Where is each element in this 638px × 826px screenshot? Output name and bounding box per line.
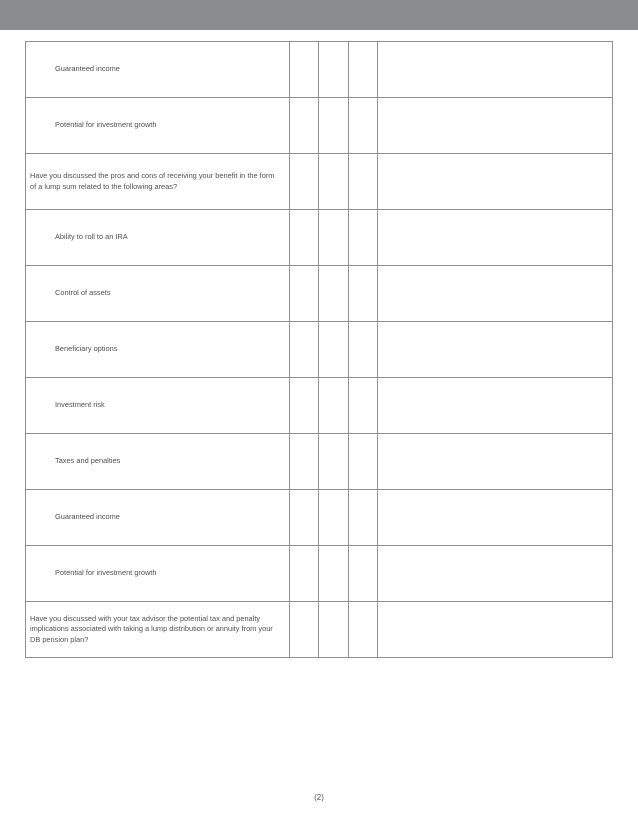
checklist-row (26, 98, 613, 154)
check-box-cell-3[interactable] (349, 154, 378, 210)
notes-cell[interactable] (378, 546, 613, 602)
notes-cell[interactable] (378, 154, 613, 210)
check-box-cell-1[interactable] (290, 434, 319, 490)
check-box-cell-3[interactable] (349, 322, 378, 378)
check-box-cell-1[interactable] (290, 98, 319, 154)
checklist-subitem: Control of assets (26, 266, 290, 322)
checklist-row (26, 266, 613, 322)
checklist-table (25, 41, 613, 658)
check-box-cell-3[interactable] (349, 602, 378, 658)
check-box-cell-2[interactable] (319, 42, 349, 98)
check-box-cell-2[interactable] (319, 98, 349, 154)
checklist-subitem: Guaranteed income (26, 490, 290, 546)
check-box-cell-2[interactable] (319, 322, 349, 378)
notes-cell[interactable] (378, 210, 613, 266)
notes-cell[interactable] (378, 98, 613, 154)
check-box-cell-1[interactable] (290, 490, 319, 546)
check-box-cell-2[interactable] (319, 154, 349, 210)
checklist-row (26, 490, 613, 546)
check-box-cell-2[interactable] (319, 210, 349, 266)
check-box-cell-2[interactable] (319, 434, 349, 490)
notes-cell[interactable] (378, 42, 613, 98)
check-box-cell-3[interactable] (349, 490, 378, 546)
checklist-subitem: Potential for investment growth (26, 98, 290, 154)
check-box-cell-1[interactable] (290, 210, 319, 266)
checklist-subitem: Taxes and penalties (26, 434, 290, 490)
checklist-row (26, 210, 613, 266)
check-box-cell-3[interactable] (349, 42, 378, 98)
page-number: (2) (314, 793, 324, 802)
check-box-cell-1[interactable] (290, 266, 319, 322)
checklist-question: Have you discussed with your tax advisor the potential tax and penalty implications associated with taking a lump distribution or annuity from your DB pension plan? (26, 602, 290, 658)
checklist-subitem: Potential for investment growth (26, 546, 290, 602)
check-box-cell-1[interactable] (290, 602, 319, 658)
checklist-row (26, 602, 613, 658)
checklist-row (26, 434, 613, 490)
checklist-row (26, 42, 613, 98)
check-box-cell-2[interactable] (319, 490, 349, 546)
notes-cell[interactable] (378, 378, 613, 434)
check-box-cell-1[interactable] (290, 322, 319, 378)
checklist-question: Have you discussed the pros and cons of receiving your benefit in the form of a lump sum related to the following areas? (26, 154, 290, 210)
notes-cell[interactable] (378, 266, 613, 322)
checklist-row (26, 322, 613, 378)
check-box-cell-3[interactable] (349, 378, 378, 434)
check-box-cell-3[interactable] (349, 434, 378, 490)
check-box-cell-1[interactable] (290, 378, 319, 434)
checklist-row (26, 378, 613, 434)
checklist-subitem: Guaranteed income (26, 42, 290, 98)
notes-cell[interactable] (378, 434, 613, 490)
checklist-row (26, 154, 613, 210)
check-box-cell-2[interactable] (319, 266, 349, 322)
check-box-cell-2[interactable] (319, 602, 349, 658)
check-box-cell-1[interactable] (290, 546, 319, 602)
checklist-subitem: Ability to roll to an IRA (26, 210, 290, 266)
notes-cell[interactable] (378, 322, 613, 378)
notes-cell[interactable] (378, 490, 613, 546)
check-box-cell-3[interactable] (349, 546, 378, 602)
checklist-subitem: Investment risk (26, 378, 290, 434)
check-box-cell-3[interactable] (349, 210, 378, 266)
check-box-cell-2[interactable] (319, 378, 349, 434)
checklist-subitem: Beneficiary options (26, 322, 290, 378)
notes-cell[interactable] (378, 602, 613, 658)
check-box-cell-3[interactable] (349, 98, 378, 154)
checklist-row (26, 546, 613, 602)
header-band (0, 0, 638, 30)
check-box-cell-3[interactable] (349, 266, 378, 322)
check-box-cell-2[interactable] (319, 546, 349, 602)
check-box-cell-1[interactable] (290, 154, 319, 210)
check-box-cell-1[interactable] (290, 42, 319, 98)
